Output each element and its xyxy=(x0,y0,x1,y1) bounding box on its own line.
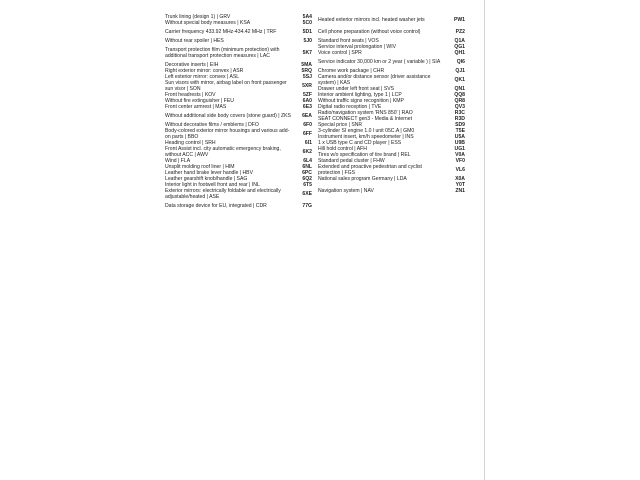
option-description: Heated exterior mirrors incl. heated washer jets xyxy=(318,17,425,23)
option-description: Sun visors with mirror, airbag label on front passenger sun visor | SON xyxy=(165,80,287,92)
option-description: Hill hold control | AFH xyxy=(318,146,367,152)
option-code: PW1 xyxy=(453,17,465,23)
option-code: QR8 xyxy=(454,98,465,104)
option-description: Instrument insert, km/h speedometer | INS xyxy=(318,134,414,140)
option-row xyxy=(165,38,312,44)
option-code: QV3 xyxy=(454,104,465,110)
option-row xyxy=(318,56,465,68)
option-description: National sales program Germany | LDA xyxy=(318,176,407,182)
option-code: X0A xyxy=(455,176,465,182)
option-code: 5MA xyxy=(301,62,312,68)
option-description: Exterior mirrors: electrically foldable and electrically adjustable/heated | ASE xyxy=(165,188,281,200)
option-description: Interior light in footwell front and rear | INL xyxy=(165,182,260,188)
option-description: Left exterior mirror: convex | ASL xyxy=(165,74,240,80)
option-description: Carrier frequency 433.92 MHz-434.42 MHz | TRF xyxy=(165,29,277,35)
option-code: PZ2 xyxy=(455,29,465,35)
option-code: 5C0 xyxy=(302,20,312,26)
option-code: 6NL xyxy=(302,164,312,170)
option-description: Service interval prolongation | WIV xyxy=(318,44,397,50)
option-code: 5A4 xyxy=(302,14,312,20)
option-description: Drawer under left front seat | SVS xyxy=(318,86,395,92)
option-code: QG1 xyxy=(454,44,465,50)
option-description: Special price | SNR xyxy=(318,122,363,128)
option-code: 6K2 xyxy=(302,149,312,155)
option-description: Trunk lining (design 1) | GRV xyxy=(165,14,231,20)
option-description: Transport protection film (minimum protection) with additional transport protection measures | LAC xyxy=(165,47,280,59)
option-description: Navigation system | NAV xyxy=(318,188,374,194)
option-description: Tires w/o specification of tire brand | REL xyxy=(318,152,411,158)
option-code: Q1A xyxy=(454,38,465,44)
option-row xyxy=(318,74,465,86)
option-row xyxy=(165,104,312,110)
option-code: QH1 xyxy=(454,50,465,56)
option-description: Right exterior mirror: convex | ASR xyxy=(165,68,244,74)
option-code: T5E xyxy=(455,128,465,134)
option-code: 6Q2 xyxy=(302,176,312,182)
option-row xyxy=(318,188,465,194)
option-row xyxy=(165,146,312,158)
option-description: Without additional side body covers (stone guard) | ZKS xyxy=(165,113,291,119)
option-description: 1 x USB type C and CD player | ESS xyxy=(318,140,402,146)
option-description: Extended and proactive pedestrian and cyclist protection | FGS xyxy=(318,164,422,176)
option-description: Interior ambient lighting, type 1 | LCP xyxy=(318,92,402,98)
option-description: Leather hand brake lever handle | HBV xyxy=(165,170,253,176)
option-code: 6EA xyxy=(302,113,312,119)
option-code: 6FF xyxy=(302,131,312,137)
option-code: R3D xyxy=(454,116,465,122)
option-row xyxy=(165,110,312,122)
option-description: Without traffic signs recognition | KMP xyxy=(318,98,404,104)
option-description: Without rear spoiler | HES xyxy=(165,38,224,44)
option-code: 6T5 xyxy=(303,182,312,188)
option-code: 77G xyxy=(302,203,312,209)
option-description: Leather gearshift knob/handle | SAG xyxy=(165,176,248,182)
option-code: 5D1 xyxy=(302,29,312,35)
option-row xyxy=(318,26,465,38)
option-description: Camera and/or distance sensor (driver assistance system) | KAS xyxy=(318,74,431,86)
option-description: Front headrests | KOV xyxy=(165,92,216,98)
option-row xyxy=(318,50,465,56)
option-row xyxy=(318,164,465,176)
option-description: SEAT CONNECT gen3 - Media & Internet xyxy=(318,116,412,122)
option-code: QI6 xyxy=(456,59,465,65)
option-code: U5A xyxy=(454,134,465,140)
option-description: Chrome work package | CHR xyxy=(318,68,385,74)
option-code: 6A0 xyxy=(302,98,312,104)
option-code: QJ1 xyxy=(455,68,465,74)
option-description: Without special body measures | KSA xyxy=(165,20,251,26)
option-description: Decorative inserts | EIH xyxy=(165,62,219,68)
option-code: VF0 xyxy=(455,158,465,164)
option-row xyxy=(165,188,312,200)
option-code: 6L4 xyxy=(303,158,312,164)
option-code: 5ZF xyxy=(302,92,312,98)
option-row xyxy=(318,14,465,26)
option-code: 6E3 xyxy=(302,104,312,110)
option-code: 5K7 xyxy=(302,50,312,56)
option-description: Unsplit molding roof liner | HIM xyxy=(165,164,235,170)
option-code: QK1 xyxy=(454,77,465,83)
option-row xyxy=(165,26,312,38)
option-description: Standard front seats | VOS xyxy=(318,38,379,44)
option-row xyxy=(165,44,312,62)
option-description: Data storage device for EU, integrated | CDR xyxy=(165,203,267,209)
option-description: 3-cylinder SI engine 1.0 l unit 05C.A | GM0 xyxy=(318,128,415,134)
right-option-list xyxy=(318,14,465,194)
option-description: Standard pedal cluster | FHW xyxy=(318,158,385,164)
option-code: 5RQ xyxy=(301,68,312,74)
option-code: 6XE xyxy=(302,191,312,197)
option-code: 6PC xyxy=(302,170,312,176)
option-code: QQ8 xyxy=(454,92,465,98)
option-code: 6I1 xyxy=(304,140,312,146)
option-code: 6F0 xyxy=(303,122,312,128)
option-description: Front Assist incl. city automatic emergency braking, without ACC | AWV xyxy=(165,146,281,158)
option-code: SD9 xyxy=(455,122,465,128)
option-code: QN1 xyxy=(454,86,465,92)
option-description: Body-colored exterior mirror housings and various add-on parts | BBO xyxy=(165,128,290,140)
option-description: Voice control | SPR xyxy=(318,50,362,56)
option-code: VL6 xyxy=(455,167,465,173)
option-code: UG1 xyxy=(454,146,465,152)
option-description: Radio/navigation system 'RNS 850' | RAO xyxy=(318,110,413,116)
option-row xyxy=(165,20,312,26)
option-description: Heading control | SRH xyxy=(165,140,216,146)
option-description: Without fire extinguisher | FEU xyxy=(165,98,234,104)
option-description: Without decorative films / emblems | DFO xyxy=(165,122,259,128)
option-code: U9B xyxy=(454,140,465,146)
option-code: V0A xyxy=(455,152,465,158)
option-code: 5SJ xyxy=(302,74,312,80)
option-row xyxy=(165,200,312,212)
option-row xyxy=(318,176,465,182)
option-row xyxy=(165,128,312,140)
option-code: ZN1 xyxy=(455,188,465,194)
option-code: R3C xyxy=(454,110,465,116)
option-description: Service indicator 30,000 km or 2 year ( variable ) | SIA xyxy=(318,59,441,65)
left-option-list xyxy=(165,14,312,212)
option-description: Wind | FLA xyxy=(165,158,191,164)
option-code: Y0T xyxy=(455,182,465,188)
option-code: 5J0 xyxy=(303,38,312,44)
option-description: Cell phone preparation (without voice control) xyxy=(318,29,421,35)
option-row xyxy=(165,80,312,92)
option-description: Front center armrest | MAS xyxy=(165,104,227,110)
option-code: 5XR xyxy=(302,83,312,89)
option-description: Digital radio reception | TVE xyxy=(318,104,382,110)
